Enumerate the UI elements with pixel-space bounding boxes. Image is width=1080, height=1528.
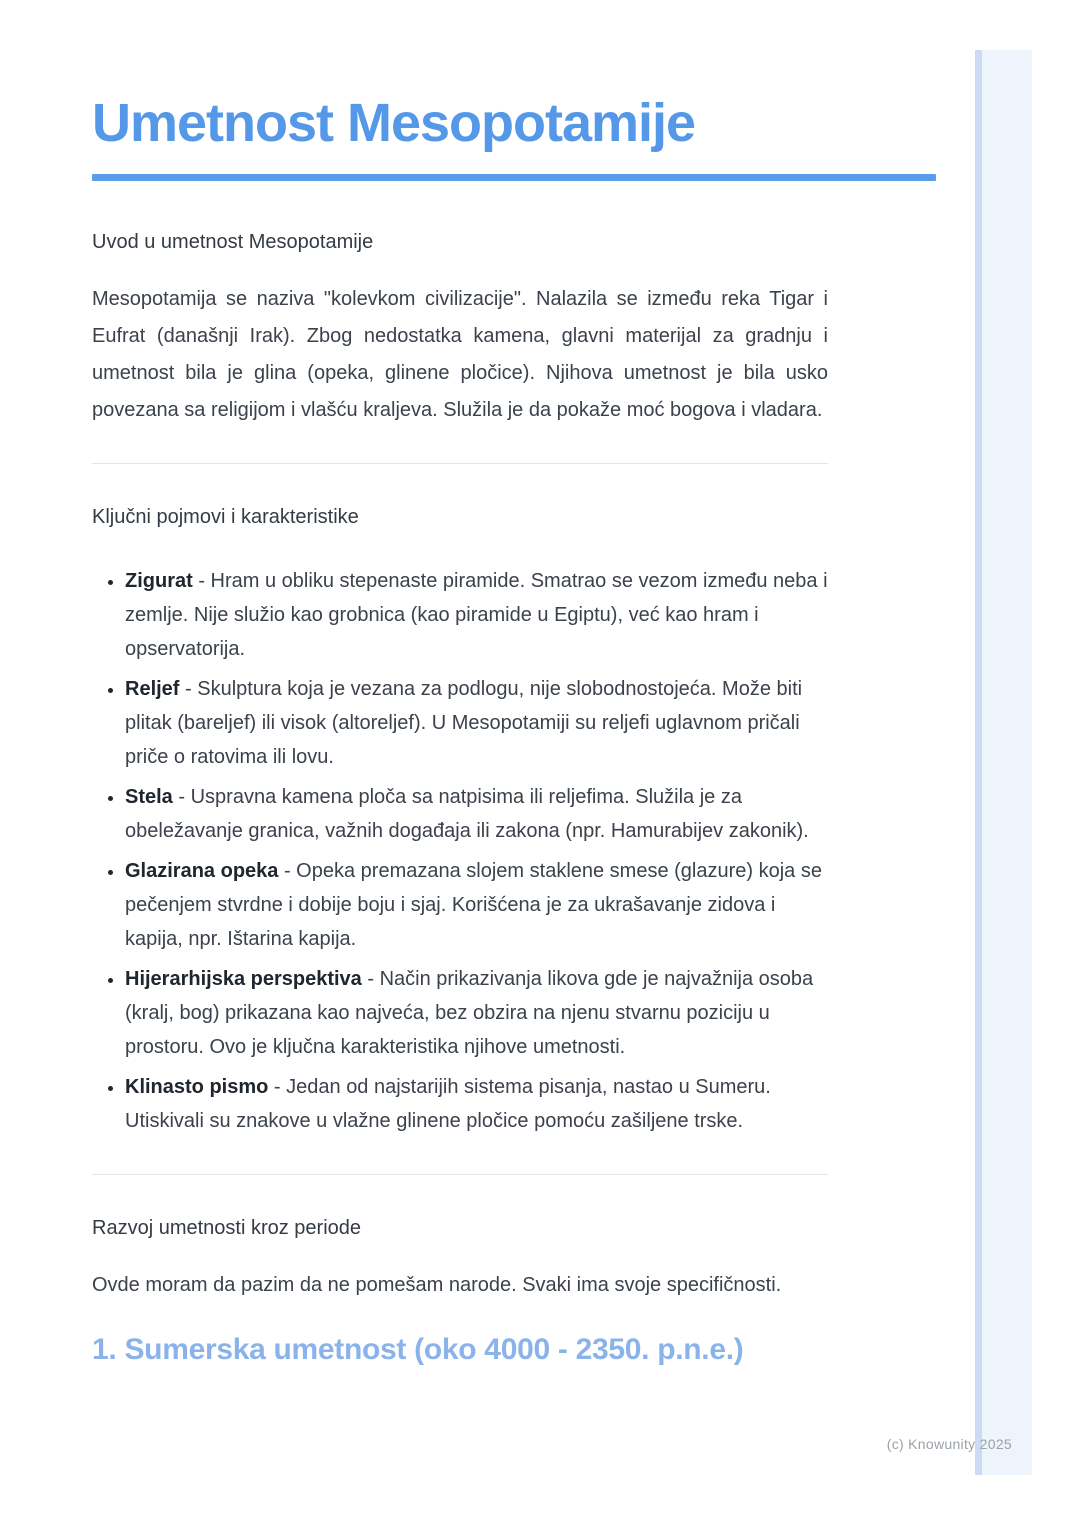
periods-note: Ovde moram da pazim da ne pomešam narode. Svaki ima svoje specifičnosti. [92,1274,782,1296]
term-description: - Hram u obliku stepenaste piramide. Smatrao se vezom između neba i zemlje. Nije služio kao grobnica (kao piramide u Egiptu), već kao hram i opservatorija. [125,570,828,660]
term-description: - Uspravna kamena ploča sa natpisima ili reljefima. Služila je za obeležavanje granica, važnih događaja ili zakona (npr. Hamurabijev zakonik). [125,786,809,842]
term-description: - Način prikazivanja likova gde je najvažnija osoba (kralj, bog) prikazana kao najveća, bez obzira na njenu stvarnu poziciju u prostoru. Ovo je ključna karakteristika njihove umetnosti. [125,968,814,1058]
term-name: Glazirana opeka [125,860,279,882]
term-name: Hijerarhijska perspektiva [125,968,362,990]
term-description: - Opeka premazana slojem staklene smese (glazure) koja se pečenjem stvrdne i dobije boju i sjaj. Korišćena je za ukrašavanje zidova i kapija, npr. Ištarina kapija. [125,860,822,950]
section-divider [92,463,828,464]
term-item-hijerarhijska-perspektiva [125,962,828,1064]
term-description: - Jedan od najstarijih sistema pisanja, nastao u Sumeru. Utiskivali su znakove u vlažne glinene pločice pomoću zašiljene trske. [125,1076,771,1132]
term-item-klinasto-pismo [125,1070,828,1138]
copyright-watermark: (c) Knowunity 2025 [886,1436,1012,1452]
term-name: Reljef [125,678,180,700]
title-underline [92,174,936,181]
term-name: Stela [125,786,173,808]
periods-heading: Razvoj umetnosti kroz periode [92,1217,362,1239]
term-item-zigurat [125,564,828,666]
key-terms-heading: Ključni pojmovi i karakteristike [92,506,359,528]
page-title: Umetnost Mesopotamije [92,93,696,153]
period-1-heading: 1. Sumerska umetnost (oko 4000 - 2350. p.n.e.) [92,1333,744,1366]
page-edge-stripe [975,50,1032,1475]
term-name: Klinasto pismo [125,1076,269,1098]
section-divider [92,1174,828,1175]
intro-heading: Uvod u umetnost Mesopotamije [92,231,374,253]
term-item-glazirana-opeka [125,854,828,956]
key-terms-list [92,564,828,1138]
term-item-reljef [125,672,828,774]
term-description: - Skulptura koja je vezana za podlogu, nije slobodnostojeća. Može biti plitak (bareljef) ili visok (altoreljef). U Mesopotamiji su reljefi uglavnom pričali priče o ratovima ili lovu. [125,678,803,768]
term-name: Zigurat [125,570,193,592]
note-content [92,0,828,1368]
intro-paragraph: Mesopotamija se naziva "kolevkom civilizacije". Nalazila se između reka Tigar i Eufrat (današnji Irak). Zbog nedostatka kamena, glavni materijal za gradnju i umetnost bila je glina (opeka, glinene pločice). Njihova umetnost je bila usko povezana sa religijom i vlašću kraljeva. Služila je da pokaže moć bogova i vladara. [92,288,828,421]
term-item-stela [125,780,828,848]
